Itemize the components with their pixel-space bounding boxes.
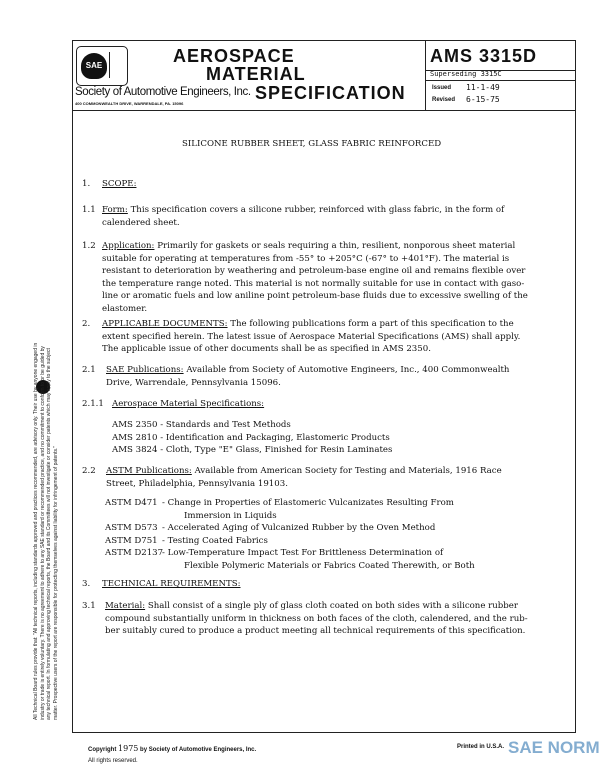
astm-desc: - Accelerated Aging of Vulcanized Rubber by the Oven Method [162,523,436,533]
line: the temperature range noted. This material is not normally suitable for use in contact with gaso- [102,278,525,289]
section-3-num: 3. [82,579,91,589]
section-2-2-num: 2.2 [82,466,96,476]
section-2-head: APPLICABLE DOCUMENTS: [102,319,228,329]
section-2-2-head: ASTM Publications: [106,466,192,476]
line: Primarily for gaskets or seals requiring a thin, resilient, nonporous sheet material [157,241,516,251]
section-1-1-num: 1.1 [82,205,96,215]
section-2-1-head: SAE Publications: [106,365,184,375]
astm-code: ASTM D573 [105,523,158,533]
line: calendered sheet. [102,217,180,228]
ams-list-item: AMS 2810 - Identification and Packaging, Elastomeric Products [112,432,390,443]
line: Drive, Warrendale, Pennsylvania 15096. [106,377,281,388]
title-aerospace: AEROSPACE [173,46,295,66]
organization-name: Society of Automotive Engineers, Inc. [75,86,251,98]
copyright-by: by Society of Automotive Engineers, Inc. [140,747,257,753]
document-title: SILICONE RUBBER SHEET, GLASS FABRIC REINFORCED [182,139,442,149]
ams-list-item: AMS 3824 - Cloth, Type "E" Glass, Finished for Resin Laminates [112,445,393,455]
astm-code: ASTM D2137 [105,548,164,558]
section-2-1-1-num: 2.1.1 [82,399,104,409]
footer-copyright [88,744,256,753]
line: The following publications form a part of this specification to the [230,319,514,329]
issued-label: Issued [432,85,452,91]
astm-desc: - Low-Temperature Impact Test For Brittleness Determination of [162,548,444,558]
copyright-year: 1975 [118,744,139,753]
line: resistant to deterioration by weathering and petroleum-base engine oil and remains flexible over [102,266,526,276]
line: compound substantially uniform in thickness on both faces of the cloth, calendered, and the rub- [105,613,528,624]
watermark-logo: SAE NORM [508,738,600,757]
organization-address: 400 COMMONWEALTH DRIVE, WARRENDALE, PA. 15096 [75,101,184,106]
astm-code: ASTM D471 [105,498,158,508]
section-1-title: SCOPE: [102,179,137,189]
section-1-1-head: Form: [102,205,128,215]
revised-label: Revised [432,97,456,103]
issued-date: 11-1-49 [466,83,500,92]
section-2-1-text [106,364,509,377]
line: elastomer. [102,303,148,314]
section-1-2-text [102,240,515,253]
line: This specification covers a silicone rubber, reinforced with glass fabric, in the form of [130,205,505,215]
section-3-1-num: 3.1 [82,601,96,611]
side-disclaimer: All Technical Board rules provide that: "All technical reports, including standards approved and practices recommended, are advisory only. Their use by anyone engaged in industry or trade is entirely voluntary. There is no agreement to adhere to any SAE standard or recommended practice, and no commitment to conform to or be guided by any technical report. In formulating and approving technical reports, the Board and its Committees will not investigate or consider patents which may apply to the subject matter. Prospective users of the report are responsible for protecting themselves against liability for infringement of patents." [33,342,59,720]
line: Shall consist of a single ply of glass cloth coated on both sides with a silicone rubber [147,601,519,611]
astm-desc: Immersion in Liquids [184,510,277,521]
line: ber suitably cured to produce a product meeting all technical requirements of this specification. [105,626,526,636]
section-2-num: 2. [82,319,91,329]
section-1-2-head: Application: [102,241,155,251]
astm-desc: - Change in Properties of Elastomeric Vulcanizates Resulting From [162,498,454,508]
title-specification: SPECIFICATION [255,83,406,103]
spec-divider-2 [426,80,576,81]
line: Available from Society of Automotive Engineers, Inc., 400 Commonwealth [186,365,510,375]
header-vertical-divider [425,40,426,110]
line: extent specified herein. The latest issue of Aerospace Material Specifications (AMS) shall apply. [102,331,521,342]
section-3-1-head: Material: [105,601,146,611]
section-1-num: 1. [82,179,91,189]
copyright-label: Copyright [88,747,117,753]
logo-box [109,52,126,78]
section-2-1-num: 2.1 [82,365,96,375]
ams-list-item: AMS 2350 - Standards and Test Methods [112,420,291,430]
section-2-text [102,318,514,331]
line: The applicable issue of other documents shall be as specified in AMS 2350. [102,344,431,354]
title-material: MATERIAL [206,64,306,84]
rights-reserved: All rights reserved. [88,758,138,764]
astm-desc: Flexible Polymeric Materials or Fabrics Coated Therewith, or Both [184,560,475,571]
astm-desc: - Testing Coated Fabrics [162,535,268,546]
line: Street, Philadelphia, Pennsylvania 19103. [106,478,288,489]
sae-logo-mark: SAE [81,53,107,79]
section-1-2-num: 1.2 [82,241,96,251]
line: suitable for operating at temperatures from -55° to +205°C (-67° to +401°F). The material is [102,253,510,264]
printed-in: Printed in U.S.A. [457,744,505,750]
section-3-head: TECHNICAL REQUIREMENTS: [102,579,241,589]
revised-date: 6-15-75 [466,95,500,104]
section-3-1-text [105,600,518,613]
line: Available from American Society for Testing and Materials, 1916 Race [194,466,502,476]
section-1-1-text [102,204,504,217]
sae-logo [76,46,128,86]
astm-code: ASTM D751 [105,535,158,546]
header-divider [72,110,576,111]
section-2-1-1-head: Aerospace Material Specifications: [112,399,265,409]
line: line or aromatic fuels and low aniline point petroleum-base fluids due to excessive swelling of the [102,291,528,301]
section-2-2-text [106,465,502,478]
spec-number: AMS 3315D [430,46,538,66]
superseding: Superseding 3315C [430,70,502,78]
